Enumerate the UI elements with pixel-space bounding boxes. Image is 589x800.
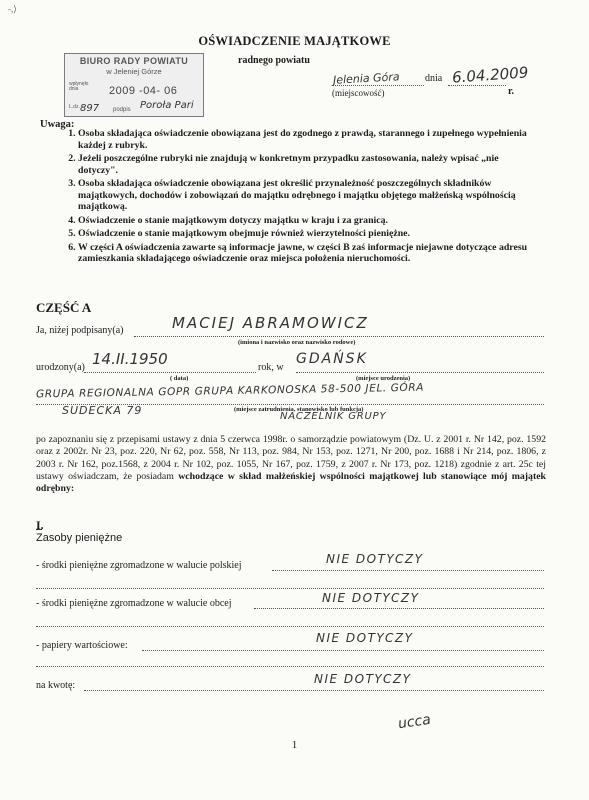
stamp-line1: BIURO RADY POWIATU <box>79 56 189 66</box>
signer-caption: (imiona i nazwisko oraz nazwisko rodowe) <box>238 339 356 346</box>
row-line <box>36 626 544 627</box>
signer-label: Ja, niżej podpisany(a) <box>36 325 124 336</box>
row-label: - środki pieniężne zgromadzone w walucie polskiej <box>36 560 242 571</box>
document-title: OŚWIADCZENIE MAJĄTKOWE <box>198 34 391 48</box>
date-value: 6.04.2009 <box>451 63 529 87</box>
statement-text: po zapoznaniu się z przepisami ustawy z dnia 5 czerwca 1998r. o samorządzie powiatowym (Dz. U. z 2001 r. Nr 142, poz. 1592 oraz z 2002r. Nr 23, poz. 220, Nr 62, poz. 558, Nr 113, poz. 984, Nr 153, poz. 1271, Nr 200, poz. 1688 i Nr 214, poz. 1806, z 2003 r. Nr 162, poz.1568, z 2004 r. Nr 102, poz. 1055, Nr 167, poz. 1759, z 2007 r. Nr 173, poz. 1218) zgodnie z art. 25c tej ustawy oświadczam, że posiadam <box>36 434 546 482</box>
row-value: NIE DOTYCZY <box>314 672 412 686</box>
place-caption: (miejscowość) <box>332 88 385 98</box>
stamp-received-label: wpłynęło dnia <box>69 81 89 92</box>
born-date: 14.II.1950 <box>92 350 168 368</box>
employment-value2: SUDECKA 79 <box>62 404 143 417</box>
born-date-caption: ( data) <box>170 375 189 382</box>
stamp-date: 2009 -04- 06 <box>109 85 178 97</box>
note-item: 2. Jeżeli poszczególne rubryki nie znajdują w konkretnym przypadku zastosowania, należy wpisać „nie dotyczy". <box>78 153 532 176</box>
part-a-heading: CZĘŚĆ A <box>36 300 92 315</box>
row-label: - środki pieniężne zgromadzone w walucie obcej <box>36 598 232 609</box>
stamp-number-label: L.dz. <box>69 104 80 110</box>
stamp-signature: Poroła Pari <box>140 100 194 111</box>
born-place: GDAŃSK <box>296 351 368 367</box>
row-line <box>84 690 544 691</box>
row-line <box>254 608 544 609</box>
row-line <box>142 650 544 651</box>
notes-heading: Uwaga: <box>40 119 75 130</box>
note-item: 3. Osoba składająca oświadczenie obowiązana jest określić przynależność poszczególnych składników majątkowych, dochodów i zobowiązań do majątku odrębnego i majątku objętego małżeńską wspólnością majątkową. <box>78 178 532 213</box>
row-label: na kwotę: <box>36 680 76 691</box>
born-place-caption: (miejsce urodzenia) <box>356 375 411 382</box>
day-label: dnia <box>425 73 443 84</box>
section-underline <box>36 529 42 530</box>
document-subtitle: radnego powiatu <box>238 55 310 66</box>
row-line <box>272 570 544 571</box>
initials: ucca <box>397 711 432 733</box>
born-place-line <box>296 372 544 373</box>
row-value: NIE DOTYCZY <box>326 552 424 566</box>
stamp-line2: w Jeleniej Górze <box>106 67 162 76</box>
statement-paragraph <box>36 434 546 495</box>
note-item: 4. Oświadczenie o stanie majątkowym dotyczy majątku w kraju i za granicą. <box>78 215 532 227</box>
year-suffix: r. <box>508 86 515 97</box>
note-item: 5. Oświadczenie o stanie majątkowym obejmuje również wierzytelności pieniężne. <box>78 228 532 240</box>
row-value: NIE DOTYCZY <box>316 631 414 645</box>
section-title: Zasoby pieniężne <box>36 532 123 544</box>
note-item: 6. W części A oświadczenia zawarte są informacje jawne, w części B zaś informacje niejawne dotyczące adresu zamieszkania składającego oświadczenie oraz miejsca położenia nieruchomości. <box>78 242 532 265</box>
note-item: 1. Osoba składająca oświadczenie obowiązana jest do zgodnego z prawdą, starannego i zupełnego wypełnienia każdej z rubryk. <box>78 128 532 151</box>
row-line <box>36 666 544 667</box>
corner-mark: -,⟩ <box>8 4 17 14</box>
section-heading: I. <box>36 518 44 532</box>
page-number: 1 <box>291 739 298 751</box>
row-label: - papiery wartościowe: <box>36 640 128 651</box>
row-line <box>36 588 544 589</box>
stamp-signature-label: podpis <box>113 107 131 113</box>
born-label: urodzony(a) <box>36 362 85 373</box>
statement-bold: wchodzące w skład małżeńskiej wspólności majątkowej lub stanowiące mój majątek odrębny: <box>36 470 547 495</box>
employment-caption: (miejsce zatrudnienia, stanowisko lub funkcja) <box>234 406 364 413</box>
employment-position: NACZELNIK GRUPY <box>280 411 387 422</box>
place-line <box>332 85 424 86</box>
employment-value: GRUPA REGIONALNA GOPR GRUPA KARKONOSKA 58-500 JEL. GÓRA <box>35 381 425 401</box>
signer-line <box>134 336 544 337</box>
place-value: Jelenia Góra <box>332 70 400 87</box>
date-line <box>448 85 506 86</box>
signer-value: MACIEJ ABRAMOWICZ <box>172 314 369 332</box>
notes-list <box>62 128 532 267</box>
stamp-number: 897 <box>80 103 100 114</box>
row-value: NIE DOTYCZY <box>322 591 420 605</box>
born-date-line <box>84 372 256 373</box>
born-mid: rok, w <box>258 362 284 373</box>
